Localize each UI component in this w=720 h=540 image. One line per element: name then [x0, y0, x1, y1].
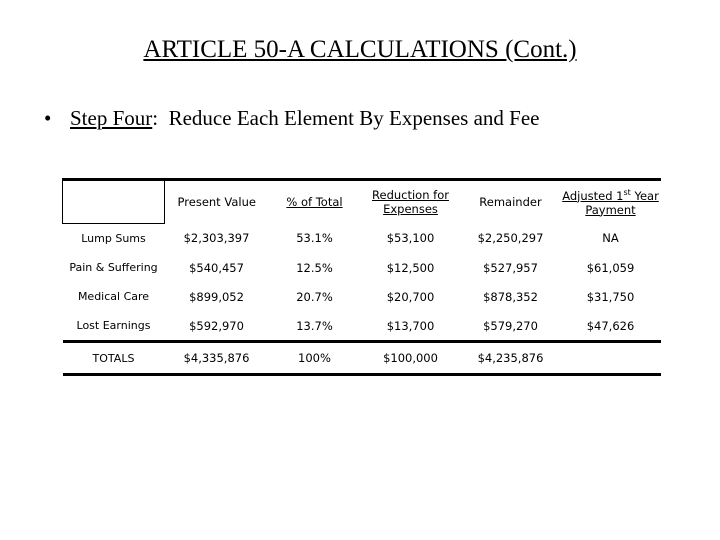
bullet-marker: • [44, 106, 52, 130]
cell-present-value: $2,303,397 [183, 231, 250, 246]
header-adjusted [561, 180, 661, 224]
totals-remainder: $4,235,876 [461, 342, 561, 375]
header-row [63, 180, 661, 224]
row-label: Medical Care [77, 290, 150, 303]
step-text: Reduce Each Element By Expenses and Fee [158, 106, 540, 130]
cell-adjusted: $47,626 [586, 318, 635, 333]
slide-title: ARTICLE 50-A CALCULATIONS (Cont.) [143, 36, 577, 63]
cell-remainder: $579,270 [483, 318, 538, 333]
table-row [63, 282, 661, 311]
header-pct-total-label: % of Total [286, 195, 343, 210]
totals-adjusted [561, 342, 661, 375]
header-adjusted-sup: st [623, 187, 631, 197]
header-remainder: Remainder [461, 180, 561, 224]
cell-pct: 12.5% [296, 260, 333, 275]
blank-header-cell [63, 180, 165, 224]
row-label: Lost Earnings [76, 319, 151, 332]
row-label: Lump Sums [81, 232, 146, 245]
cell-adjusted: $61,059 [586, 260, 635, 275]
step-label: Step Four [70, 106, 153, 130]
totals-present-value: $4,335,876 [165, 342, 269, 375]
header-adjusted-pre: Adjusted 1 [562, 188, 624, 203]
calculations-table [62, 178, 661, 376]
step-colon: : [152, 106, 159, 130]
cell-adjusted: NA [602, 231, 619, 246]
cell-remainder: $878,352 [483, 289, 538, 304]
cell-present-value: $899,052 [189, 289, 244, 304]
table-row [63, 311, 661, 342]
cell-pct: 13.7% [296, 318, 333, 333]
header-reduction [361, 180, 461, 224]
cell-pct: 53.1% [296, 231, 333, 246]
cell-pct: 20.7% [296, 289, 333, 304]
cell-reduction: $53,100 [386, 231, 435, 246]
cell-reduction: $12,500 [386, 260, 435, 275]
table-row [63, 224, 661, 254]
cell-present-value: $592,970 [189, 318, 244, 333]
row-label: Pain & Suffering [69, 261, 158, 274]
totals-pct: 100% [269, 342, 361, 375]
header-reduction-label: Reduction for Expenses [372, 188, 449, 217]
cell-remainder: $527,957 [483, 260, 538, 275]
totals-row [63, 342, 661, 375]
cell-reduction: $13,700 [386, 318, 435, 333]
header-adjusted-post: Year Payment [585, 188, 659, 217]
cell-adjusted: $31,750 [586, 289, 635, 304]
cell-remainder: $2,250,297 [477, 231, 544, 246]
header-present-value: Present Value [165, 180, 269, 224]
cell-reduction: $20,700 [386, 289, 435, 304]
cell-present-value: $540,457 [189, 260, 244, 275]
table-row [63, 253, 661, 282]
totals-label: TOTALS [63, 342, 165, 375]
totals-reduction: $100,000 [361, 342, 461, 375]
header-adjusted-label [562, 189, 659, 217]
header-pct-total [269, 180, 361, 224]
step-four-bullet [44, 106, 539, 131]
